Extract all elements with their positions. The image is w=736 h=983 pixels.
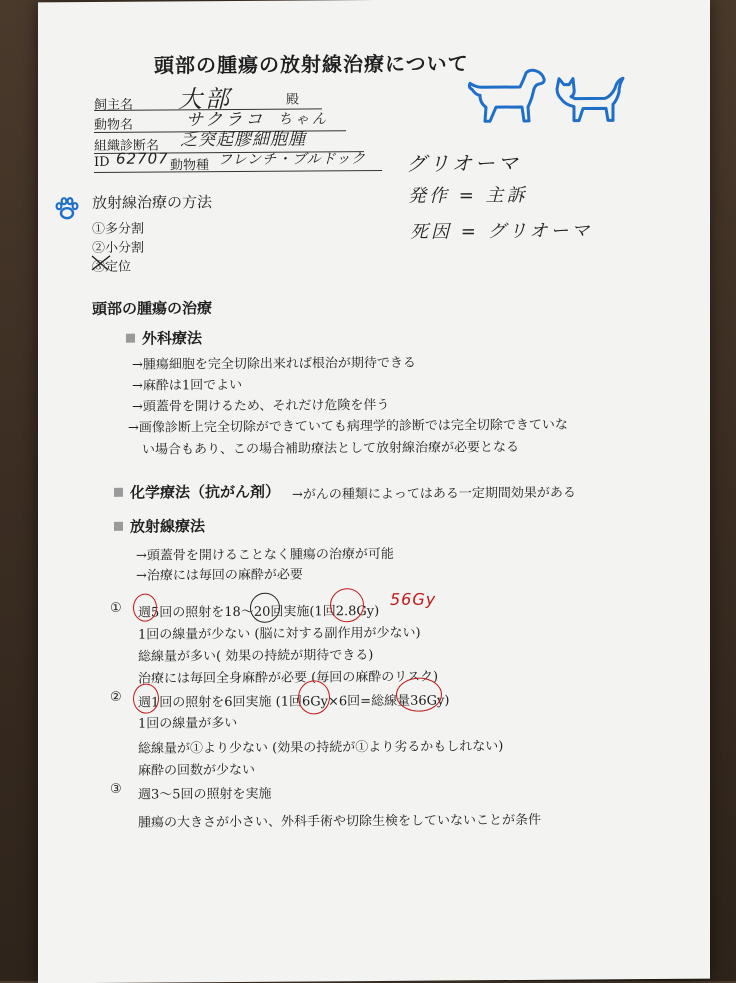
radiation-line-2: →治療には毎回の麻酔が必要 [136, 567, 303, 584]
surgery-line-5: い場合もあり、この場合補助療法として放射線治療が必要となる [142, 439, 520, 458]
option1-line-2: 1回の線量が少ない (脳に対する副作用が少ない) [138, 625, 421, 643]
radiation-heading: 放射線療法 [114, 515, 205, 537]
dog-icon [466, 67, 548, 126]
diagnosis-value: 乏突起膠細胞腫 [180, 129, 306, 151]
owner-label: 飼主名 [94, 97, 134, 113]
document-page [38, 0, 710, 983]
methods-heading: 放射線治療の方法 [92, 193, 213, 212]
method-item-3: ③定位 [92, 259, 132, 275]
option3-number: ③ [110, 781, 122, 797]
treatment-heading: 頭部の腫瘍の治療 [92, 299, 213, 318]
red-circle-2-8gy [330, 588, 364, 622]
option2-line-2: 1回の線量が多い [138, 715, 238, 732]
animal-label: 動物名 [94, 117, 134, 133]
option1-line-4: 治療には毎回全身麻酔が必要 (毎回の麻酔のリスク) [138, 669, 439, 687]
species-value: フレンチ・ブルドック [218, 151, 366, 169]
option2-line-3: 総線量が①より少ない (効果の持続が①より劣るかもしれない) [138, 739, 504, 757]
radiation-line-1: →頭蓋骨を開けることなく腫瘍の治療が可能 [136, 546, 394, 564]
option1-line-1: 週5回の照射を18〜20回実施(1回2.8Gy) [138, 603, 380, 621]
chemo-heading: 化学療法（抗がん剤） [114, 481, 280, 503]
black-circle-20 [250, 593, 280, 623]
note-cause-of-death: 死因 = グリオーマ [410, 220, 593, 243]
option2-line-4: 麻酔の回数が少ない [138, 762, 256, 779]
red-circle-36gy [396, 678, 442, 712]
note-glioma: グリオーマ [406, 150, 521, 176]
option3-line-1: 週3〜5回の照射を実施 [138, 786, 272, 803]
owner-value: 大部 [178, 84, 232, 114]
strike-mark [90, 254, 112, 272]
owner-suffix: 殿 [286, 92, 300, 108]
surgery-line-4: →画像診断上完全切除ができていても病理学的診断では完全切除できていな [128, 417, 568, 436]
id-value: 62707 [116, 149, 169, 168]
animal-suffix: ちゃん [278, 111, 329, 128]
method-item-2: ②小分割 [92, 240, 145, 256]
note-seizure: 発作 = 主訴 [408, 184, 528, 207]
option3-line-2: 腫瘍の大きさが小さい、外科手術や切除生検をしていないことが条件 [138, 812, 542, 831]
option1-line-3: 総線量が多い( 効果の持続が期待できる) [138, 648, 374, 665]
surgery-line-1: →腫瘍細胞を完全切除出来れば根治が期待できる [132, 355, 416, 373]
option1-number: ① [110, 600, 122, 616]
surgery-line-2: →麻酔は1回でよい [132, 377, 243, 394]
option2-line-1: 週1回の照射を6回実施 (1回6Gy×6回=総線量36Gy) [138, 693, 450, 711]
cat-icon [553, 74, 625, 125]
surgery-heading: 外科療法 [126, 327, 202, 349]
option2-number: ② [110, 689, 122, 705]
method-item-1: ①多分割 [92, 221, 145, 237]
chemo-note: →がんの種類によってはある一定期間効果がある [292, 485, 576, 503]
red-circle-week5 [133, 594, 157, 622]
red-circle-6gy [298, 680, 330, 714]
surgery-line-3: →頭蓋骨を開けるため、それだけ危険を伴う [132, 397, 390, 415]
red-circle-week1 [133, 684, 159, 714]
handwritten-56gy: 56Gy [390, 589, 437, 609]
document-title: 頭部の腫瘍の放射線治療について [154, 51, 469, 78]
animal-value: サクラコ [186, 109, 266, 131]
paw-icon [54, 196, 80, 222]
species-label: 動物種 [170, 158, 210, 174]
id-underline [94, 170, 382, 173]
id-label: ID [94, 154, 110, 170]
diagnosis-label: 組織診断名 [94, 138, 160, 154]
